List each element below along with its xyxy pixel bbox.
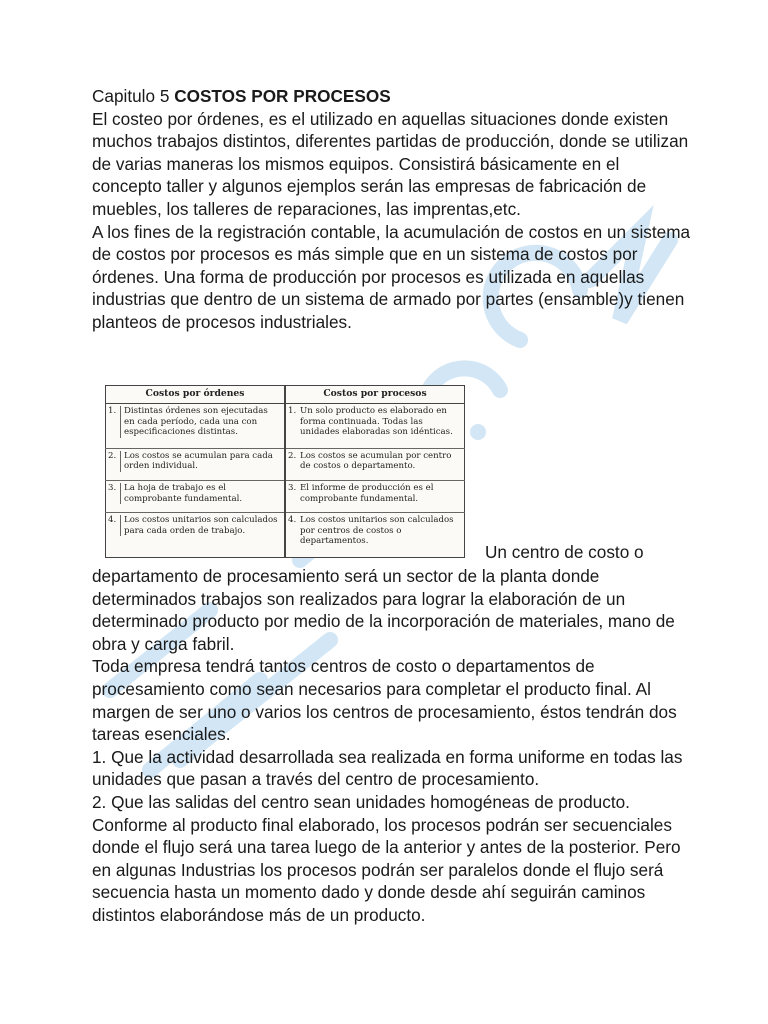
table-cell-ordenes [106,513,286,558]
row-number: 3. [108,483,121,504]
cell-text: Un solo producto es elaborado en forma continuada. Todas las unidades elaboradas son idénticas. [300,406,453,438]
paragraph: A los fines de la registración contable, la acumulación de costos en un sistema de costos por procesos es más simple que en un sistema de costos por órdenes. Una forma de producción por procesos es utilizada en aquellas industrias que dentro de un sistema de armado por partes (ensamble)y tienen planteos de procesos industriales. [92,221,691,332]
table-cell-procesos [285,513,465,558]
row-number: 1. [288,406,297,417]
comparison-table [105,385,465,558]
table-row [106,513,465,558]
top-text-block [92,85,692,334]
cell-text: Los costos se acumulan para cada orden individual. [124,451,273,472]
cell-text: Los costos se acumulan por centro de costos o departamento. [300,451,452,472]
cell-text: La hoja de trabajo es el comprobante fundamental. [124,483,243,504]
list-item: 2. Que las salidas del centro sean unidades homogéneas de producto. [92,791,630,812]
cell-text: El informe de producción es el comprobante fundamental. [300,483,434,504]
table-row [106,481,465,513]
paragraph: El costeo por órdenes, es el utilizado en aquellas situaciones donde existen muchos trabajos distintos, diferentes partidas de producción, donde se utilizan de varias maneras los mismos equipos. Consistirá básicamente en el concepto taller y algunos ejemplos serán las empresas de fabricación de muebles, los talleres de reparaciones, las imprentas,etc. [92,108,689,219]
row-number: 4. [108,515,121,536]
table-cell-procesos [285,449,465,481]
table-cell-ordenes [106,404,286,449]
paragraph: Conforme al producto final elaborado, los procesos podrán ser secuenciales donde el flujo será una tarea luego de la anterior y antes de la posterior. Pero en algunas Industrias los procesos podrán ser paralelos donde el flujo será secuencia hasta un momento dado y donde desde ahí seguirán caminos distintos elaborándose más de un producto. [92,814,681,925]
bottom-text-block [92,565,692,927]
chapter-label: Capitulo 5 [92,86,170,106]
table-cell-ordenes [106,481,286,513]
table-cell-procesos [285,481,465,513]
cell-text: Distintas órdenes son ejecutadas en cada período, cada una con especificaciones distintas. [124,406,268,438]
paragraph: Toda empresa tendrá tantos centros de costo o departamentos de procesamiento como sean necesarios para completar el producto final. Al margen de ser uno o varios los centros de procesamiento, éstos tendrán dos tareas esenciales. [92,656,677,745]
row-number: 3. [288,483,297,494]
table-header-row [106,386,465,404]
row-number: 2. [288,451,297,462]
table-header-procesos: Costos por procesos [285,386,465,404]
chapter-heading [92,85,692,108]
table-row [106,449,465,481]
table-header-ordenes: Costos por órdenes [106,386,286,404]
cell-text: Los costos unitarios son calculados para cada orden de trabajo. [124,515,278,536]
cell-text: Los costos unitarios son calculados por centros de costos o departamentos. [300,515,454,547]
paragraph: departamento de procesamiento será un sector de la planta donde determinados trabajos son realizados para lograr la elaboración de un determinado producto por medio de la incorporación de materiales, mano de obra y carga fabril. [92,566,675,654]
row-number: 1. [108,406,121,437]
table-row [106,404,465,449]
row-number: 2. [108,451,121,472]
row-number: 4. [288,515,297,526]
table-cell-procesos [285,404,465,449]
chapter-title: COSTOS POR PROCESOS [174,86,391,106]
table-cell-ordenes [106,449,286,481]
list-item: 1. Que la actividad desarrollada sea realizada en forma uniforme en todas las unidades que pasan a través del centro de procesamiento. [92,746,683,790]
inline-continuation-text: Un centro de costo o [485,542,644,562]
